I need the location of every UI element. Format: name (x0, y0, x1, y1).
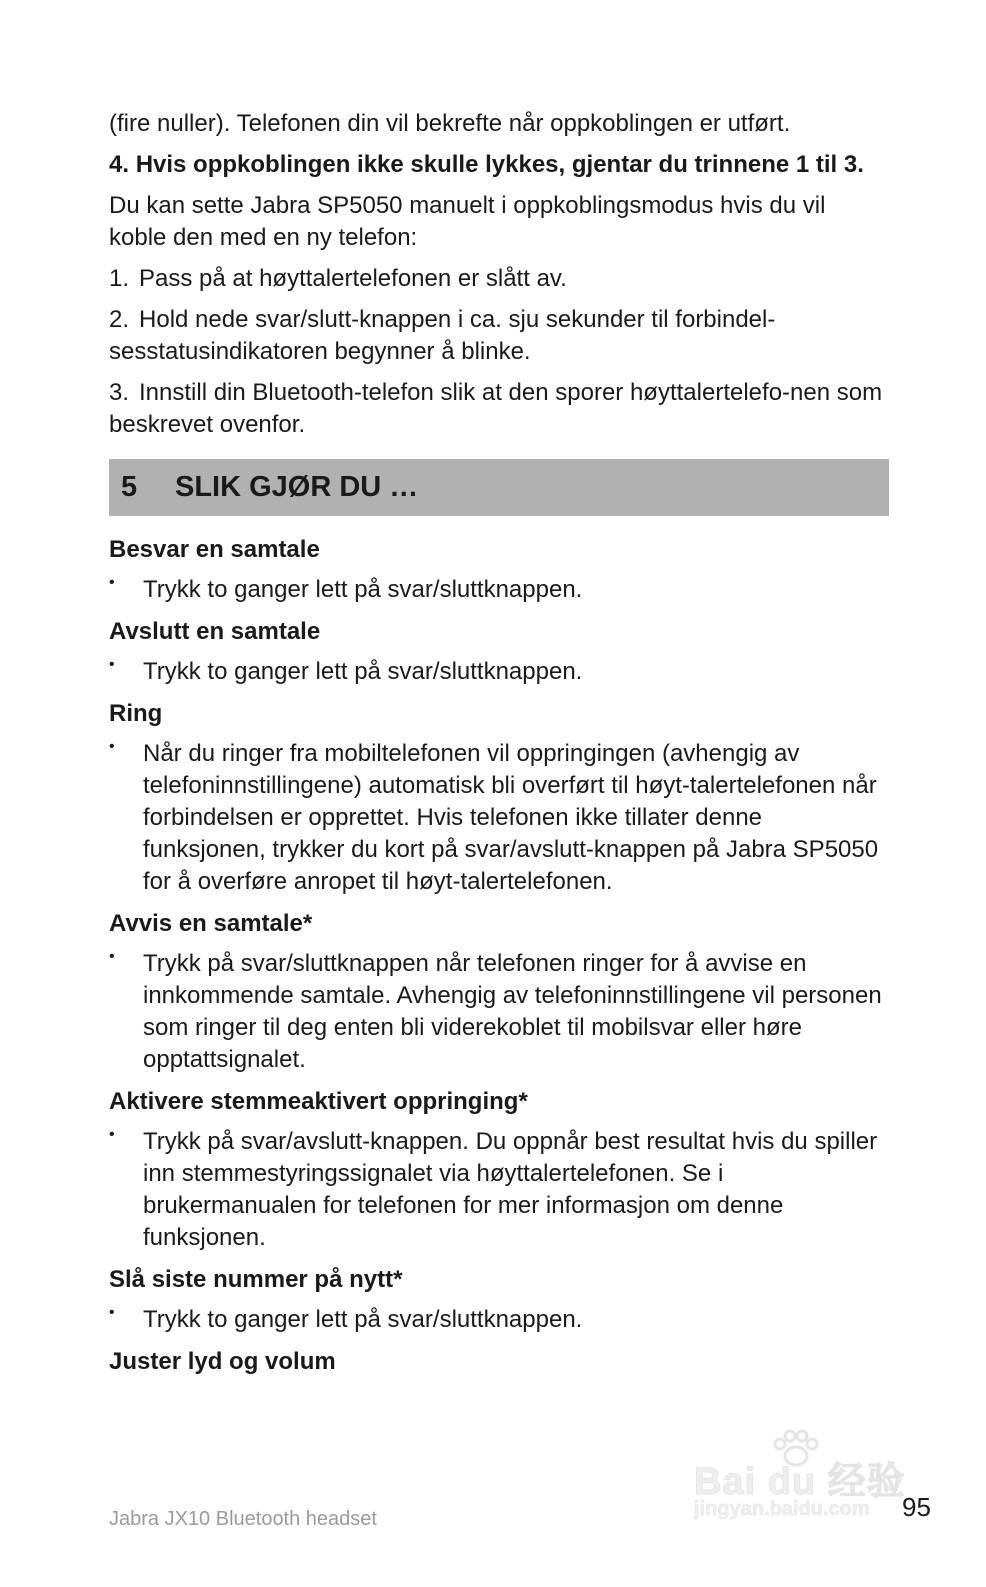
watermark-url: jingyan.baidu.com (694, 1498, 870, 1520)
subsection-make-call (109, 698, 889, 898)
bullet-text: Når du ringer fra mobiltelefonen vil oppringingen (avhengig av telefoninnstillingene) automatisk bli overført til høyt-talertelefonen når forbindelsen er opprettet. Hvis telefonen ikke tillater denne funksjonen, trykker du kort på svar/avslutt-knappen på Jabra SP5050 for å overføre anropet til høyt-talertelefonen. (143, 740, 879, 895)
section-title: SLIK GJØR DU … (175, 471, 419, 503)
step-1-number: 1. (109, 265, 130, 292)
step-4-text: Hvis oppkoblingen ikke skulle lykkes, gjentar du trinnene 1 til 3. (135, 151, 864, 178)
subsection-heading: Aktivere stemmeaktivert oppringing* (109, 1088, 528, 1115)
step-3 (109, 377, 889, 441)
subsection-heading: Avslutt en samtale (109, 618, 321, 645)
step-2 (109, 304, 889, 368)
bullet-text: Trykk på svar/sluttknappen når telefonen ringer for å avvise en innkommende samtale. Avhengig av telefoninnstillingene vil personen som ringer til deg enten bli viderekoblet til mobilsvar eller høre opptattsignalet. (143, 950, 882, 1073)
bullet-icon: • (109, 948, 115, 965)
step-2-number: 2. (109, 306, 130, 333)
bullet-icon: • (109, 1304, 115, 1321)
manual-pairing-text: Du kan sette Jabra SP5050 manuelt i oppkoblingsmodus hvis du vil koble den med en ny telefon: (109, 192, 826, 251)
subsection-heading: Ring (109, 700, 163, 727)
step-1 (109, 263, 889, 295)
step-1-text: Pass på at høyttalertelefonen er slått av. (139, 265, 567, 292)
section-number: 5 (121, 471, 138, 503)
list-item (109, 738, 889, 898)
bullet-text: Trykk på svar/avslutt-knappen. Du oppnår best resultat hvis du spiller inn stemmestyringssignalet via høyttalertelefonen. Se i brukermanualen for telefonen for mer informasjon om denne funksjonen. (143, 1128, 878, 1251)
section-header (109, 459, 889, 516)
subsection-redial (109, 1264, 889, 1336)
step-2-text: Hold nede svar/slutt-knappen i ca. sju sekunder til forbindel-sesstatusindikatoren begynner å blinke. (109, 306, 776, 365)
intro-continuation: (fire nuller). Telefonen din vil bekrefte når oppkoblingen er utført. (109, 110, 791, 137)
bullet-icon: • (109, 656, 115, 673)
step-4 (109, 149, 889, 181)
subsection-heading: Slå siste nummer på nytt* (109, 1266, 403, 1293)
list-item (109, 574, 889, 606)
footer-product: Jabra JX10 Bluetooth headset (109, 1508, 377, 1530)
subsection-answer-call (109, 534, 889, 606)
list-item (109, 656, 889, 688)
bullet-text: Trykk to ganger lett på svar/sluttknappen. (143, 576, 583, 603)
page-number: 95 (902, 1492, 931, 1522)
list-item (109, 1304, 889, 1336)
subsection-heading-volume: Juster lyd og volum (109, 1348, 336, 1375)
subsection-reject-call (109, 908, 889, 1076)
subsection-end-call (109, 616, 889, 688)
list-item (109, 1126, 889, 1254)
bullet-icon: • (109, 1126, 115, 1143)
baidu-watermark (694, 1428, 914, 1528)
step-4-number: 4. (109, 151, 130, 178)
step-3-number: 3. (109, 379, 130, 406)
watermark-brand: Bai du 经验 (694, 1461, 906, 1503)
bullet-icon: • (109, 738, 115, 755)
bullet-text: Trykk to ganger lett på svar/sluttknappen. (143, 1306, 583, 1333)
subsection-heading: Besvar en samtale (109, 536, 320, 563)
subsection-heading: Avvis en samtale* (109, 910, 313, 937)
bullet-icon: • (109, 574, 115, 591)
step-3-text: Innstill din Bluetooth-telefon slik at den sporer høyttalertelefo-nen som beskrevet ovenfor. (109, 379, 883, 438)
bullet-text: Trykk to ganger lett på svar/sluttknappen. (143, 658, 583, 685)
subsection-voice-dial (109, 1086, 889, 1254)
list-item (109, 948, 889, 1076)
page-content (109, 108, 889, 1378)
